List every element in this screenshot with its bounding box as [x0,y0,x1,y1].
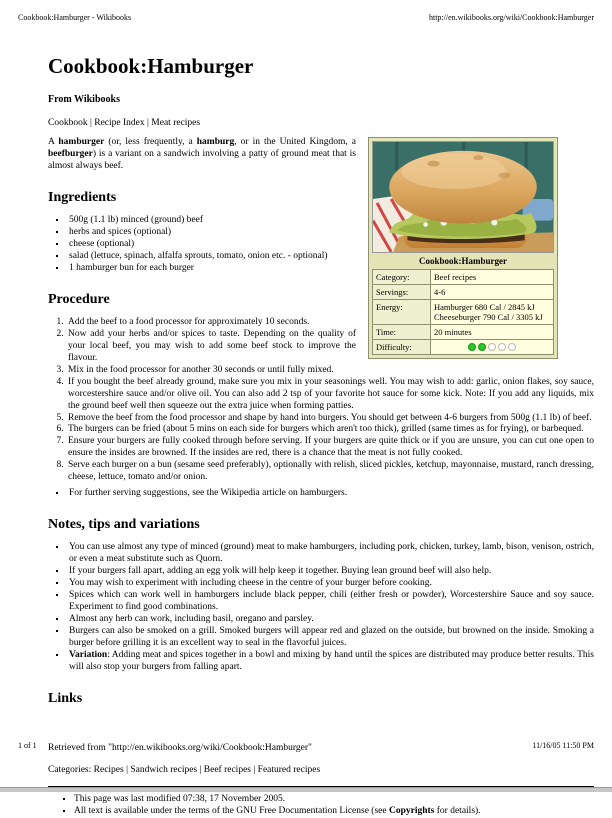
breadcrumb-link-meat-recipes[interactable]: Meat recipes [151,118,201,128]
list-item: ▪ If your burgers fall apart, adding an egg yolk will help keep it together. Buying lean ground beef will also help. [67,566,594,578]
retrieved-prefix: Retrieved from [48,742,109,753]
categories-separator: | [197,764,204,775]
energy-value-hamburger: Hamburger 680 Cal / 2845 kJ [434,302,535,312]
print-header-url: http://en.wikibooks.org/wiki/Cookbook:Hamburger [428,13,594,22]
table-row-difficulty [373,340,554,355]
categories-line [48,765,594,775]
list-item: ▪ 1 hamburger bun for each burger [67,263,594,275]
energy-value-cheeseburger: Cheeseburger 790 Cal / 3305 kJ [434,312,543,322]
category-value[interactable]: Beef recipes [431,270,554,285]
step-item: 2. Now add your herbs and/or spices to taste. Depending on the quality of your local beef, you may wish to add some beef stock to improve the flavour. [66,329,594,365]
section-heading-notes: Notes, tips and variations [48,517,200,533]
category-link[interactable]: Featured recipes [257,764,321,775]
recipe-info-table [372,269,554,355]
time-label: Time: [373,325,431,340]
print-header-title: Cookbook:Hamburger - Wikibooks [18,13,132,22]
window-edge-strip [0,787,612,792]
step-item: 5. Remove the beef from the food processor and shape by hand into burgers. You should get between 4-6 burgers from 500g (1.1 lb) of beef. [66,413,594,425]
page-footer-notes [48,793,594,818]
energy-label: Energy: [373,300,431,325]
step-item: 7. Ensure your burgers are fully cooked through before serving. If your burgers are quite thick or if you are unsure, you can cut one open to ensure the insides are browned. If the insides are red, there is a chance that the meat is not fully cooked. [66,436,594,460]
section-heading-ingredients: Ingredients [48,189,117,205]
difficulty-dot-empty [498,343,506,351]
list-item: ▪ Almost any herb can work, including basil, oregano and parsley. [67,614,594,626]
breadcrumb-link-cookbook[interactable]: Cookbook [48,118,88,128]
print-footer [18,741,594,750]
table-row-servings [373,285,554,300]
print-header [18,13,594,22]
list-item: ▪ 500g (1.1 lb) minced (ground) beef [67,215,594,227]
step-item: 6. The burgers can be fried (about 5 mins on each side for burgers which aren't too thick), grilled (same times as for frying), or barbequed. [66,424,594,436]
breadcrumb-link-recipe-index[interactable]: Recipe Index [94,118,145,128]
print-timestamp: 11/16/05 11:50 PM [532,741,594,750]
table-row-time [373,325,554,340]
list-item-variation: ▪ Variation: Adding meat and spices together in a bowl and mixing by hand until the spices are distributed may produce better results. This will also stop your burgers from falling apart. [67,650,594,674]
serving-note[interactable]: ▪ For further serving suggestions, see the Wikipedia article on hamburgers. [67,488,594,500]
recipe-infobox [368,137,558,359]
categories-label: Categories: [48,764,94,775]
difficulty-dots [434,342,550,352]
page-number: 1 of 1 [18,741,37,750]
breadcrumb [48,118,594,128]
energy-value [431,300,554,325]
categories-separator: | [123,764,131,775]
breadcrumb-separator: | [87,118,95,128]
notes-list [48,542,594,674]
list-item: ▪ You may wish to experiment with including cheese in the centre of your burger before cooking. [67,578,594,590]
category-link[interactable]: Recipes [93,764,124,775]
category-link[interactable]: Beef recipes [203,764,251,775]
difficulty-dot-filled [468,343,476,351]
list-item: ▪ Burgers can also be smoked on a grill. Smoked burgers will appear red and glazed on the outside, but browned on the inside. Smoking a burger before grilling it is an excellent way to seal in the flavorful juices. [67,626,594,650]
difficulty-dot-empty [488,343,496,351]
retrieved-url-link[interactable]: "http://en.wikibooks.org/wiki/Cookbook:Hamburger" [108,742,312,753]
step-item: 4. If you bought the beef already ground, make sure you mix in your seasonings well. You may wish to add: garlic, onion flakes, soy sauce, worcestershire sauce and/or olive oil. You can also add 2 tsp of your favorite hot sauce for some kick. Note: If you add any liquids, mix the ground beef well then squeeze out the extra juice when forming patties. [66,377,594,413]
section-heading-procedure: Procedure [48,291,110,307]
list-item: ▪ herbs and spices (optional) [67,227,594,239]
list-item: ▪ Spices which can work well in hamburgers include black pepper, chili (either fresh or powder), Worcestershire Sauce and soy sauce. Experiment to find good combinations. [67,590,594,614]
serving-note-list [48,488,594,500]
step-item: 8. Serve each burger on a bun (sesame seed preferably), optionally with relish, sliced pickles, ketchup, mayonnaise, mustard, ranch dressing, cheese, lettuce, tomato and/or onion. [66,460,594,484]
from-wikibooks-label: From Wikibooks [48,94,120,105]
step-item: 3. Mix in the food processor for another 30 seconds or until fully mixed. [66,365,594,377]
table-row-energy [373,300,554,325]
categories-separator: | [251,764,258,775]
photo-caption: Cookbook:Hamburger [418,256,507,266]
intro-paragraph: A hamburger (or, less frequently, a hamburg, or in the United Kingdom, a beefburger) is a variant on a sandwich involving a patty of ground meat that is almost always beef. [48,137,356,171]
category-label: Category: [373,270,431,285]
section-heading-links: Links [48,690,83,706]
list-item: ▪ cheese (optional) [67,239,594,251]
breadcrumb-separator: | [144,118,152,128]
article-content [48,54,594,818]
servings-value: 4-6 [431,285,554,300]
page-title: Cookbook:Hamburger [48,54,254,78]
list-item: ▪ You can use almost any type of minced (ground) meat to make hamburgers, including pork, chicken, turkey, lamb, bison, venison, ostrich, or even a meat substitute such as Quorn. [67,542,594,566]
table-row-category [373,270,554,285]
last-modified-note: ▪ This page was last modified 07:38, 17 November 2005. [74,793,594,805]
difficulty-label: Difficulty: [373,340,431,355]
category-link[interactable]: Sandwich recipes [130,764,198,775]
difficulty-dot-empty [508,343,516,351]
license-note: ▪ All text is available under the terms of the GNU Free Documentation License (see Copyrights for details). [74,805,594,817]
step-item: 1. Add the beef to a food processor for approximately 10 seconds. [66,317,594,329]
difficulty-dot-filled [478,343,486,351]
list-item: ▪ salad (lettuce, spinach, alfalfa sprouts, tomato, onion etc. - optional) [67,251,594,263]
hamburger-photo [372,141,554,253]
servings-label: Servings: [373,285,431,300]
time-value: 20 minutes [431,325,554,340]
